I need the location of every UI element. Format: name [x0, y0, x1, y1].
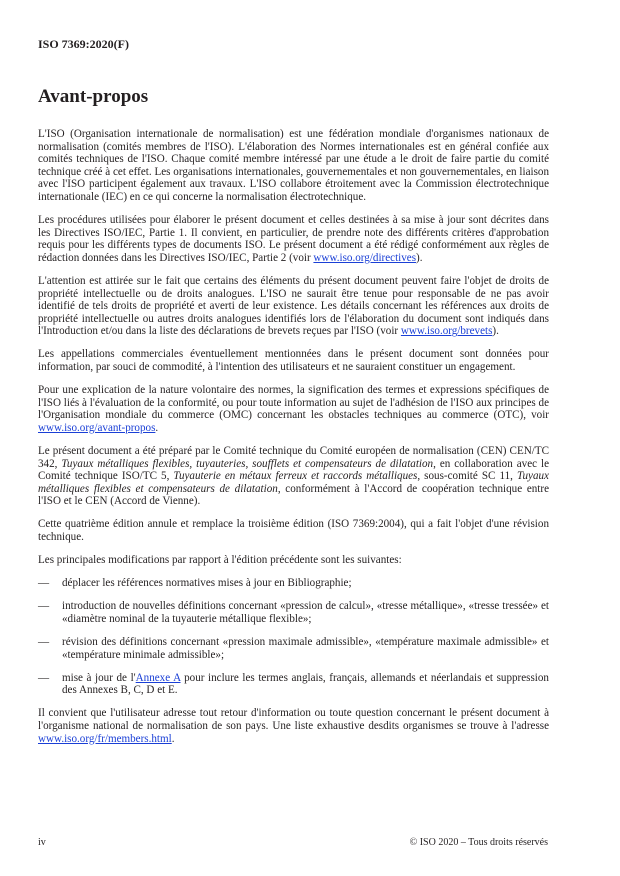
text: pour inclure les termes anglais, français, allemands et néerlandais et suppression des Annexes B, C, D et E. [62, 671, 549, 697]
list-item-text [62, 672, 549, 697]
committee-title: Tuyaux métalliques flexibles et compensateurs de dilatation [38, 470, 549, 495]
list-item [38, 600, 549, 625]
paragraph-trade-names: Les appellations commerciales éventuellement mentionnées dans le présent document sont données pour information, par souci de commodité, à l'intention des utilisateurs et ne sauraient constituer un engagement. [38, 348, 549, 373]
text: . [155, 421, 159, 434]
paragraph-committee [38, 445, 549, 508]
committee-title: Tuyaux métalliques flexibles, tuyauteries, soufflets et compensateurs de dilatation [61, 457, 434, 470]
text: ). [492, 325, 499, 338]
text: , sous-comité SC 11, [417, 470, 517, 483]
foreword-body [38, 128, 549, 756]
list-item [38, 672, 549, 697]
list-item-text: révision des définitions concernant «pression maximale admissible», «température maximale admissible» et «température minimale admissible»; [62, 636, 549, 661]
text: , conformément à l'Accord de coopération technique entre l'ISO et le CEN (Accord de Vienne). [38, 482, 549, 508]
directives-link[interactable]: www.iso.org/directives [313, 251, 417, 264]
list-item [38, 636, 549, 661]
paragraph-iso-intro: L'ISO (Organisation internationale de normalisation) est une fédération mondiale d'organismes nationaux de normalisation (comités membres de l'ISO). L'élaboration des Normes internationales est en général confiée aux comités techniques de l'ISO. Chaque comité membre intéressé par une étude a le droit de faire partie du comité technique créé à cet effet. Les organisations internationales, gouvernementales et non gouvernementales, en liaison avec l'ISO participent également aux travaux. L'ISO collabore étroitement avec la Commission électrotechnique internationale (IEC) en ce qui concerne la normalisation électrotechnique. [38, 128, 549, 203]
text: , en collaboration avec le Comité technique ISO/TC 5, [38, 457, 549, 483]
paragraph-changes-intro: Les principales modifications par rapport à l'édition précédente sont les suivantes: [38, 554, 402, 567]
text: ). [416, 251, 423, 264]
dash-bullet: — [38, 600, 50, 613]
paragraph-procedures [38, 214, 549, 264]
text: Il convient que l'utilisateur adresse tout retour d'information ou toute question concernant le présent document à l'organisme national de normalisation de son pays. Une liste exhaustive desdits organismes se trouve à l'adresse [38, 707, 549, 732]
dash-bullet: — [38, 577, 50, 590]
list-item-text: déplacer les références normatives mises à jour en Bibliographie; [62, 577, 352, 590]
members-link[interactable]: www.iso.org/fr/members.html [38, 732, 172, 745]
text: Les procédures utilisées pour élaborer le présent document et celles destinées à sa mise à jour sont décrites dans les Directives ISO/IEC, Partie 1. Il convient, en particulier, de prendre note des différents critères d'approbation requis pour les différents types de documents ISO. Le présent document a été rédigé conformément aux règles de rédaction données dans les Directives ISO/IEC, Partie 2 (voir [38, 214, 549, 264]
paragraph-feedback [38, 707, 549, 745]
paragraph-edition: Cette quatrième édition annule et remplace la troisième édition (ISO 7369:2004), qui a fait l'objet d'une révision technique. [38, 518, 549, 544]
avant-propos-link[interactable]: www.iso.org/avant-propos [38, 421, 156, 434]
committee-title: Tuyauterie en métaux ferreux et raccords métalliques [173, 470, 418, 483]
list-item [38, 577, 549, 590]
text: mise à jour de l' [62, 671, 136, 684]
copyright-notice: © ISO 2020 – Tous droits réservés [409, 837, 548, 848]
document-header: ISO 7369:2020(F) [38, 37, 129, 51]
brevets-link[interactable]: www.iso.org/brevets [400, 325, 493, 338]
text: . [171, 732, 175, 745]
dash-bullet: — [38, 671, 50, 684]
paragraph-voluntary-nature [38, 384, 549, 434]
dash-bullet: — [38, 636, 50, 648]
page-number: iv [38, 837, 46, 848]
paragraph-patents [38, 275, 549, 338]
page-title: Avant-propos [38, 86, 149, 107]
text: Pour une explication de la nature volontaire des normes, la signification des termes et expressions spécifiques de l'ISO liés à l'évaluation de la conformité, ou pour toute information au sujet de l'adhésion de l'ISO aux principes de l'Organisation mondiale du commerce (OMC) concernant les obstacles techniques au commerce (OTC), voir [38, 384, 549, 422]
text: Le présent document a été préparé par le Comité technique du Comité européen de normalisation (CEN) CEN/TC 342, [38, 444, 549, 470]
annexe-a-link[interactable]: Annexe A [135, 671, 181, 684]
list-item-text: introduction de nouvelles définitions concernant «pression de calcul», «tresse métallique», «tresse tressée» et «diamètre nominal de la tuyauterie métallique flexible»; [62, 600, 549, 625]
text: L'attention est attirée sur le fait que certains des éléments du présent document peuvent faire l'objet de droits de propriété intellectuelle ou de droits analogues. L'ISO ne saurait être tenue pour responsable de ne pas avoir identifié de tels droits de propriété et averti de leur existence. Les détails concernant les références aux droits de propriété intellectuelle ou autres droits analogues identifiés lors de l'élaboration du document sont indiqués dans l'Introduction et/ou dans la liste des déclarations de brevets reçues par l'ISO (voir [38, 274, 549, 338]
